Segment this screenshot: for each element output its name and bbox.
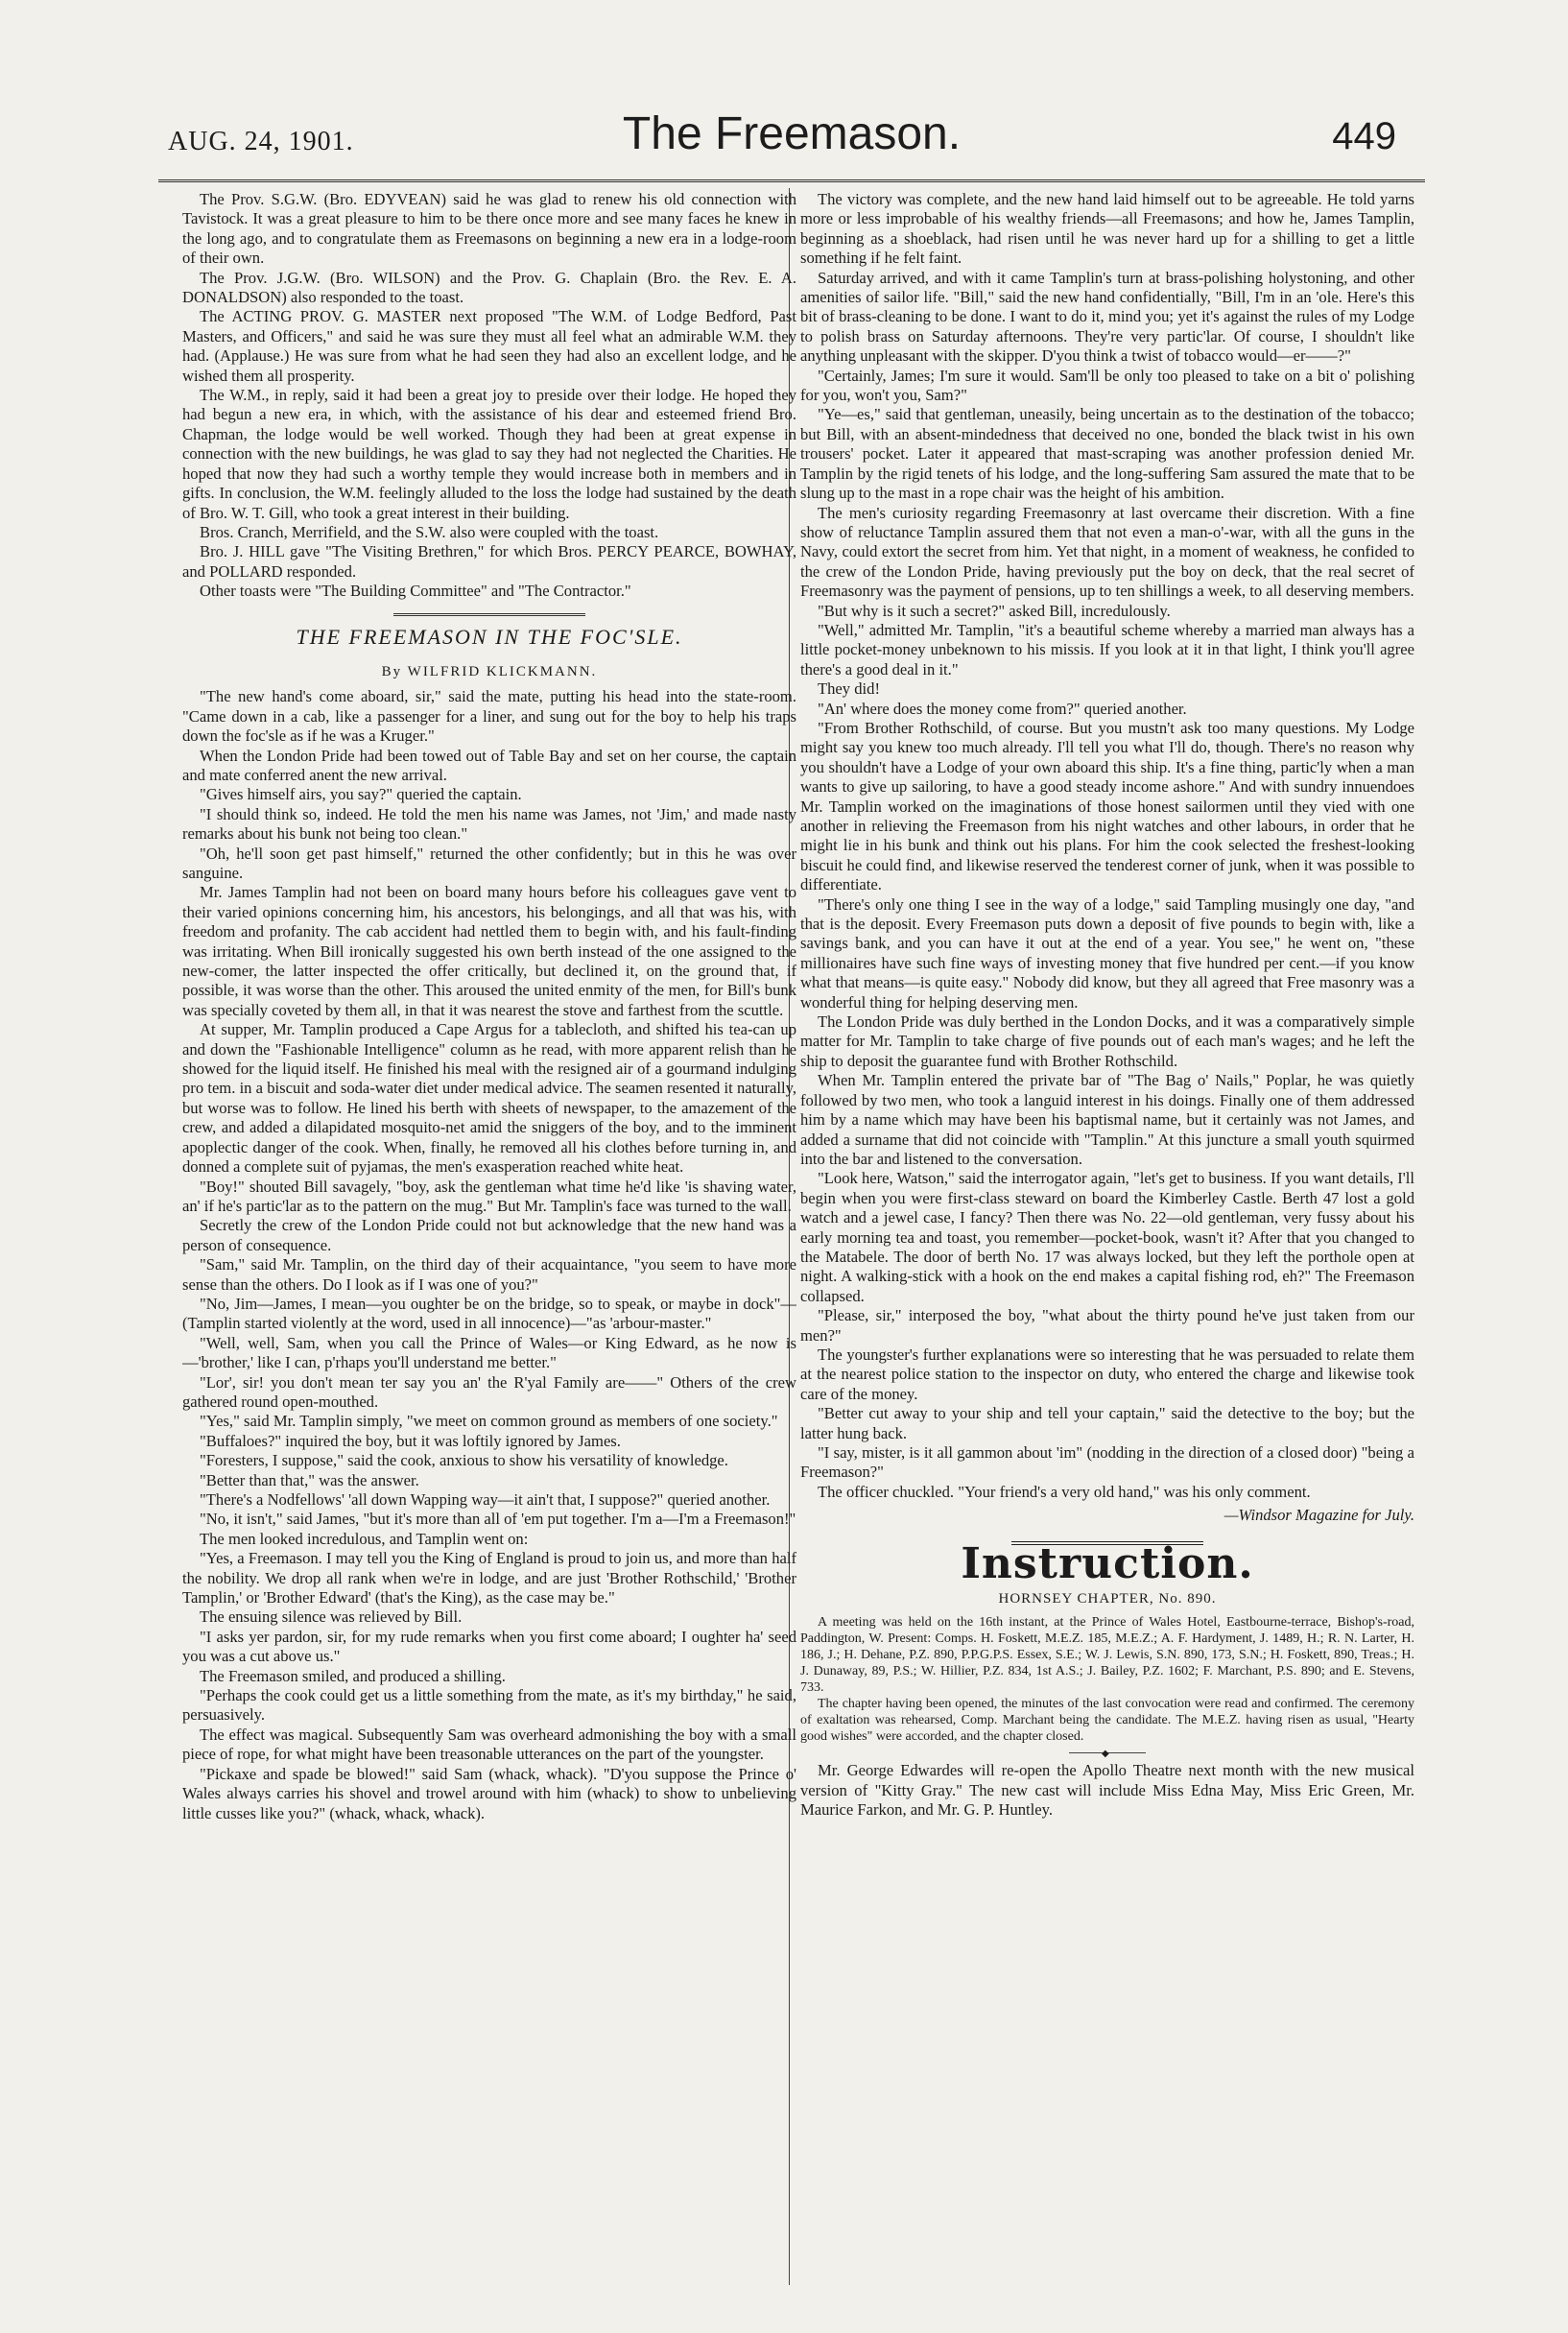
story-paragraph: The officer chuckled. "Your friend's a very old hand," was his only comment. (818, 1482, 1311, 1501)
story-paragraph: The men looked incredulous, and Tamplin went on: (200, 1529, 529, 1548)
story-paragraph: "Well," admitted Mr. Tamplin, "it's a beautiful scheme whereby a married man always has a little pocket-money unbeknown to his missis. If you look at it in that light, I think you'll agree there's a good deal in it." (800, 620, 1414, 678)
story-paragraph: "An' where does the money come from?" queried another. (818, 699, 1187, 718)
story-paragraph: The men's curiosity regarding Freemasonry at last overcame their discretion. With a fine show of reluctance Tamplin assured them that not even a man-o'-war, with all the guns in the Navy, could extort the secret from him. Yet that night, in a moment of weakness, he confided to the crew of the London Pride, having previously put the boy on deck, that the real secret of Freemasonry was the payment of pensions, up to ten shillings a week, to all deserving members. (800, 503, 1414, 601)
chapter-report (800, 1614, 1414, 1745)
story-paragraph: "No, Jim—James, I mean—you oughter be on the bridge, so to speak, or maybe in dock"—(Tamplin started violently at the word, used in all innocence)—"as 'arbour-master." (182, 1294, 796, 1333)
story-paragraph: The victory was complete, and the new hand laid himself out to be agreeable. He told yarns more or less improbable of his wealthy friends—all Freemasons; and how he, James Tamplin, beginning as a shoeblack, had risen until he was never hard up for a shilling to get a little something if he felt faint. (800, 190, 1414, 268)
story-paragraph: "Sam," said Mr. Tamplin, on the third day of their acquaintance, "you seem to have more sense than the others. Do I look as if I was one of you?" (182, 1255, 796, 1294)
story-source: —Windsor Magazine for July. (1224, 1506, 1414, 1525)
page-number: 449 (1332, 115, 1396, 157)
story-paragraph: The Freemason smiled, and produced a shilling. (200, 1666, 506, 1685)
story-paragraph: "But why is it such a secret?" asked Bill, incredulously. (818, 601, 1171, 620)
report-paragraph: The Prov. J.G.W. (Bro. WILSON) and the Prov. G. Chaplain (Bro. the Rev. E. A. DONALDSON) also responded to the toast. (182, 268, 796, 307)
story-paragraph: "Boy!" shouted Bill savagely, "boy, ask the gentleman what time he'd like 'is shaving water, an' if he's partic'lar as to the pattern on the mug." But Mr. Tamplin's face was turned to the wall. (182, 1177, 796, 1215)
story-paragraph: "There's a Nodfellows' 'all down Wapping way—it ain't that, I suppose?" queried another. (200, 1490, 771, 1509)
story-paragraph: When the London Pride had been towed out of Table Bay and set on her course, the captain and mate conferred anent the new arrival. (182, 746, 796, 784)
story-paragraph: At supper, Mr. Tamplin produced a Cape Argus for a tablecloth, and shifted his tea-can up and down the "Fashionable Intelligence" column as he read, with more apparent relish than he showed for the liquid itself. He finished his meal with the resigned air of a gourmand indulging pro tem. in a biscuit and soda-water diet under medical advice. The seamen resented it naturally, but worse was to follow. He lined his berth with sheets of newspaper, to the amazement of the crew, and added a dilapidated mosquito-net amid the sniggers of the boy, and to the imminent apoplectic danger of the cook. When, finally, he removed all his clothes before turning in, and donned a complete suit of pyjamas, the men's exasperation reached white heat. (182, 1020, 796, 1177)
story-paragraph: "Yes, a Freemason. I may tell you the King of England is proud to join us, and more than half the nobility. We drop all rank when we're in lodge, and are just 'Brother Rothschild,' 'Brother Tamplin,' or 'Brother Edward' (that's the King), as the case may be." (182, 1549, 796, 1607)
masthead-title: The Freemason. (622, 108, 962, 159)
story-paragraph: "Buffaloes?" inquired the boy, but it was loftily ignored by James. (200, 1431, 621, 1450)
story-paragraph: "Please, sir," interposed the boy, "what about the thirty pound he've just taken from our men?" (800, 1306, 1414, 1345)
story-paragraph: "Better cut away to your ship and tell your captain," said the detective to the boy; but the latter hung back. (800, 1404, 1414, 1442)
story-paragraph: "Gives himself airs, you say?" queried the captain. (200, 785, 522, 804)
story-paragraph: "No, it isn't," said James, "but it's more than all of 'em put together. I'm a—I'm a Freemason!" (200, 1510, 796, 1529)
chapter-paragraph: A meeting was held on the 16th instant, at the Prince of Wales Hotel, Eastbourne-terrace, Bishop's-road, Paddington, W. Present: Comps. H. Foskett, M.E.Z. 185, M.E.Z.; A. F. Hardyment, J. 1489, H.; R. N. Larter, H. 186, J.; H. Dehane, P.Z. 890, P.P.G.P.S. Essex, S.E.; W. J. Lewis, S.N. 890, 173, S.N.; H. Foskett, 890, Treas.; H. J. Dunaway, 89, P.S.; W. Hillier, P.Z. 834, 1st A.S.; J. Bailey, P.Z. 1602; F. Marchant, P.S. 890; and E. Stevens, 733. (800, 1615, 1414, 1696)
story-title: THE FREEMASON IN THE FOC'SLE. (296, 624, 683, 649)
section-rule (393, 613, 585, 616)
chapter-paragraph: The chapter having been opened, the minutes of the last convocation were read and confirmed. The ceremony of exaltation was rehearsed, Comp. Marchant being the candidate. The M.E.Z. having risen as usual, "Hearty good wishes" were accorded, and the chapter closed. (800, 1697, 1414, 1745)
story-paragraph: They did! (818, 679, 880, 699)
story-paragraph: "The new hand's come aboard, sir," said the mate, putting his head into the state-room. "Came down in a cab, like a passenger for a liner, and sung out for the boy to help his traps down the foc'sle as if he was a Kruger." (182, 687, 796, 746)
story-paragraph: "Ye—es," said that gentleman, uneasily, being uncertain as to the destination of the tobacco; but Bill, with an absent-mindedness that deceived no one, bonded the black twist in his own trousers' pocket. Later it appeared that mast-scraping was another profession denied Mr. Tamplin by the rigid tenets of his lodge, and the long-suffering Sam assured the mate that to be slung up to the mast in a rope chair was the height of his ambition. (800, 405, 1414, 503)
theatre-note: Mr. George Edwardes will re-open the Apollo Theatre next month with the new musical version of "Kitty Gray." The new cast will include Miss Edna May, Miss Eric Green, Mr. Maurice Farkon, and Mr. G. P. Huntley. (800, 1761, 1414, 1820)
story-paragraph: "Lor', sir! you don't mean ter say you an' the R'yal Family are——" Others of the crew gathered round open-mouthed. (182, 1372, 796, 1411)
ornament-rule (1069, 1752, 1146, 1753)
report-paragraph: The W.M., in reply, said it had been a great joy to preside over their lodge. He hoped they had begun a new era, in which, with the assistance of his dear and esteemed friend Bro. Chapman, the lodge would be well worked. Though they had been at great expense in connection with the new buildings, he was glad to say they had not neglected the Charities. He hoped that now they had such a worthy temple they would increase both in members and in gifts. In conclusion, the W.M. feelingly alluded to the loss the lodge had sustained by the death of Bro. W. T. Gill, who took a great interest in their building. (182, 386, 796, 522)
story-body (182, 687, 796, 1823)
story-paragraph: "I should think so, indeed. He told the men his name was James, not 'Jim,' and made nasty remarks about his bunk not being too clean." (182, 804, 796, 844)
page-header (168, 107, 1415, 184)
story-paragraph: "Pickaxe and spade be blowed!" said Sam (whack, whack). "D'you suppose the Prince o' Wales always carries his shovel and trowel around with him (whack) to show to unbelieving little cusses like you?" (whack, whack, whack). (182, 1764, 796, 1822)
story-paragraph: "Look here, Watson," said the interrogator again, "let's get to business. If you want details, I'll begin when you were first-class steward on board the Kimberley Castle. Berth 47 lost a gold watch and a jewel case, I fancy? Then there was No. 22—old gentleman, very fussy about his early morning tea and toast, you remember—pocket-book, wasn't it? After that you changed to the Matabele. The door of berth No. 17 was always locked, but they left the porthole open at night. A walking-stick with a hook on the end makes a capital fishing rod, eh?" The Freemason collapsed. (800, 1169, 1414, 1305)
header-rule (158, 179, 1425, 182)
story-paragraph: "Well, well, Sam, when you call the Prince of Wales—or King Edward, as he now is—'brother,' like I can, p'rhaps you'll understand me better." (182, 1333, 796, 1372)
story-paragraph: "Certainly, James; I'm sure it would. Sam'll be only too pleased to take on a bit o' polishing for you, won't you, Sam?" (800, 366, 1414, 405)
report-paragraph: Bros. Cranch, Merrifield, and the S.W. also were coupled with the toast. (200, 522, 659, 541)
story-paragraph: "Perhaps the cook could get us a little something from the mate, as it's my birthday," he said, persuasively. (182, 1686, 796, 1725)
story-paragraph: "I asks yer pardon, sir, for my rude remarks when you first come aboard; I oughter ha' seed you was a cut above us." (182, 1627, 796, 1666)
right-column (800, 190, 1414, 2282)
story-paragraph: Saturday arrived, and with it came Tamplin's turn at brass-polishing holystoning, and other amenities of sailor life. "Bill," said the new hand confidentially, "Bill, I'm in an 'ole. Here's this bit of brass-cleaning to be done. I want to do it, mind you; yet it's against the rules of my Lodge to polish brass on Saturday afternoons. They're very partic'lar. Of course, I shouldn't like anything unpleasant with the skipper. D'you think a twist of tobacco would—er——?" (800, 268, 1414, 366)
report-paragraph: The ACTING PROV. G. MASTER next proposed "The W.M. of Lodge Bedford, Past Masters, and Officers," and said he was sure they must all feel what an admirable W.M. they had. (Applause.) He was sure from what he had seen they had also an excellent lodge, and he wished them all prosperity. (182, 307, 796, 385)
story-paragraph: "Foresters, I suppose," said the cook, anxious to show his versatility of knowledge. (200, 1451, 728, 1470)
instruction-heading: Instruction. (961, 1538, 1254, 1588)
report-paragraph: Bro. J. HILL gave "The Visiting Brethren," for which Bros. PERCY PEARCE, BOWHAY, and POLLARD responded. (182, 542, 796, 581)
left-column (182, 190, 796, 2282)
report-paragraph: The Prov. S.G.W. (Bro. EDYVEAN) said he was glad to renew his old connection with Tavistock. It was a great pleasure to him to be there once more and see many faces he knew in the long ago, and to congratulate them as Freemasons on beginning a new era in a lodge-room of their own. (182, 190, 796, 268)
story-paragraph: "Better than that," was the answer. (200, 1470, 419, 1489)
chapter-heading: HORNSEY CHAPTER, No. 890. (998, 1591, 1217, 1607)
lodge-report (182, 190, 796, 602)
story-paragraph: "There's only one thing I see in the way of a lodge," said Tampling musingly one day, "and that is the deposit. Every Freemason puts down a deposit of five pounds to begin with, like a savings bank, and you can have it out at the end of a year. You see," he went on, "these millionaires have such fine ways of investing money that five hundred per cent.—if you know what that means—is quite easy." Nobody did know, but they all agreed that Free masonry was a wonderful thing for helping deserving men. (800, 894, 1414, 1012)
issue-date: AUG. 24, 1901. (168, 127, 354, 156)
story-byline: By WILFRID KLICKMANN. (381, 663, 598, 679)
story-paragraph: "From Brother Rothschild, of course. But you mustn't ask too many questions. My Lodge might say you knew too much already. I'll tell you what I'll do, though. There's no reason why you shouldn't have a Lodge of your own aboard this ship. It's a fine thing, partic'ly when a man wants to give up sailoring, to have a good steady income ashore." And with sundry innuendoes Mr. Tamplin worked on the imaginations of those honest sailormen until they vied with one another in relieving the Freemason from his night watches and other labours, in order that he might lie in his bunk and think out his plans. For him the cook selected the freshest-looking biscuit he could find, and likewise reserved the tenderest corner of junk, when it was possible to differentiate. (800, 718, 1414, 894)
story-paragraph: The effect was magical. Subsequently Sam was overheard admonishing the boy with a small piece of rope, for what might have been treasonable utterances on the part of the youngster. (182, 1725, 796, 1764)
story-paragraph: The ensuing silence was relieved by Bill. (200, 1607, 463, 1627)
story-paragraph: "Yes," said Mr. Tamplin simply, "we meet on common ground as members of one society." (200, 1412, 778, 1431)
story-paragraph: The London Pride was duly berthed in the London Docks, and it was a comparatively simple matter for Mr. Tamplin to take charge of five pounds out of each man's wages; and he left the ship to deposit the guarantee fund with Brother Rothschild. (800, 1012, 1414, 1070)
story-paragraph: Mr. James Tamplin had not been on board many hours before his colleagues gave vent to their varied opinions concerning him, his ancestors, his belongings, and all that was his, with freedom and profanity. The cab accident had nettled them to begin with, and his fault-finding was irritating. When Bill ironically suggested his own berth instead of the one assigned to the new-comer, the latter inspected the offer critically, but declined it, on the ground that, if possible, it was worse than the other. This aroused the united enmity of the men, for Bill's bunk was specially coveted by them all, in that it was nearest the stove and farthest from the scuttle. (182, 883, 796, 1019)
story-paragraph: "Oh, he'll soon get past himself," returned the other confidently; but in this he was over sanguine. (182, 844, 796, 882)
report-paragraph: Other toasts were "The Building Committee" and "The Contractor." (200, 582, 631, 601)
story-continued (800, 190, 1414, 1502)
story-paragraph: When Mr. Tamplin entered the private bar of "The Bag o' Nails," Poplar, he was quietly followed by two men, who took a languid interest in his doings. Finally one of them addressed him by a name which may have been his baptismal name, but it certainly was not James, and added a surname that did not coincide with "Tamplin." At this juncture a small youth squirmed into the bar and listened to the conversation. (800, 1071, 1414, 1168)
story-paragraph: "I say, mister, is it all gammon about 'im" (nodding in the direction of a closed door) "being a Freemason?" (800, 1443, 1414, 1482)
story-paragraph: The youngster's further explanations were so interesting that he was persuaded to relate them at the nearest police station to the inspector on duty, who entered the charge and likewise took care of the money. (800, 1345, 1414, 1403)
story-paragraph: Secretly the crew of the London Pride could not but acknowledge that the new hand was a person of consequence. (182, 1216, 796, 1254)
